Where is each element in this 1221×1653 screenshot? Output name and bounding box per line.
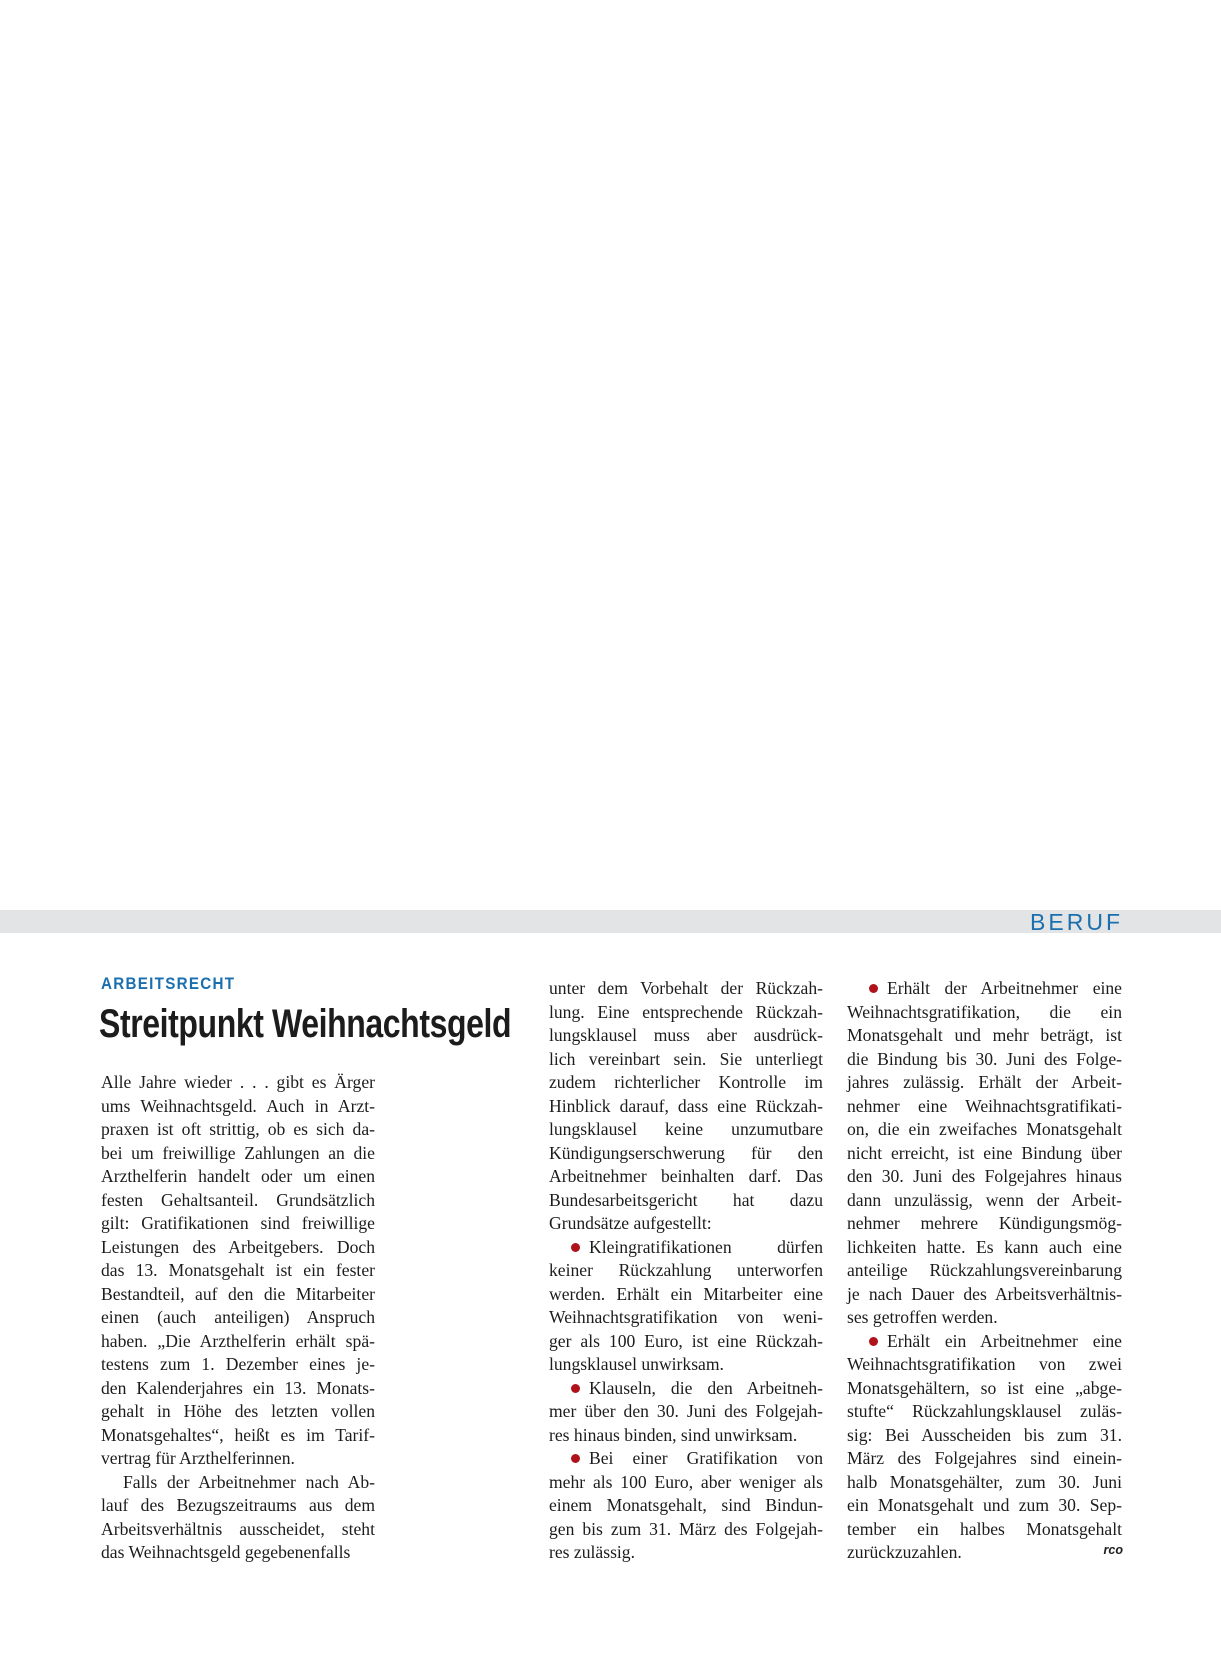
text-line [101, 1471, 375, 1495]
line-text: nehmer mehrere Kündigungsmög- [847, 1213, 1122, 1233]
line-text: keiner Rückzahlung unterworfen [549, 1260, 823, 1280]
line-text: Kündigungserschwerung für den [549, 1142, 823, 1163]
text-line [101, 1189, 375, 1213]
bullet-paragraph [847, 977, 1122, 1330]
line-text: je nach Dauer des Arbeitsverhältnis- [847, 1283, 1122, 1304]
line-text: Arbeitsverhältnis ausscheidet, steht [101, 1518, 375, 1539]
text-line [847, 1306, 1122, 1330]
text-line [101, 1212, 375, 1236]
article-column-3 [847, 977, 1122, 1565]
text-line [101, 1330, 375, 1354]
line-text: sig: Bei Ausscheiden bis zum 31. [847, 1424, 1122, 1445]
line-text: praxen ist oft strittig, ob es sich da- [101, 1119, 375, 1139]
text-line [101, 1518, 375, 1542]
text-line [847, 1189, 1122, 1213]
line-text: ger als 100 Euro, ist eine Rückzah- [549, 1330, 823, 1351]
line-text: Arbeitnehmer beinhalten darf. Das [549, 1166, 823, 1186]
text-line [549, 1424, 823, 1448]
bullet-paragraph [549, 1236, 823, 1377]
text-line [101, 1400, 375, 1424]
text-line [847, 1048, 1122, 1072]
line-text: bei um freiwillige Zahlungen an die [101, 1142, 375, 1163]
text-line [101, 1283, 375, 1307]
text-line [549, 977, 823, 1001]
line-text: die Bindung bis 30. Juni des Folge- [847, 1048, 1122, 1069]
text-line [549, 1518, 823, 1542]
line-text: Weihnachtsgratifikation von weni- [549, 1307, 823, 1327]
text-line [549, 1541, 823, 1565]
line-text: testens zum 1. Dezember eines je- [101, 1354, 375, 1374]
line-text: März des Folgejahres sind einein- [847, 1448, 1122, 1468]
text-line [549, 1330, 823, 1354]
text-line [847, 1095, 1122, 1119]
line-text: zurückzuzahlen. [847, 1542, 962, 1562]
line-text: Monatsgehalt und mehr beträgt, ist [847, 1025, 1122, 1045]
text-line [847, 1165, 1122, 1189]
line-text: Bundesarbeitsgericht hat dazu [549, 1189, 823, 1210]
text-line [549, 1377, 823, 1401]
line-text: gen bis zum 31. März des Folgejah- [549, 1518, 823, 1539]
line-text: unter dem Vorbehalt der Rückzah- [549, 978, 823, 998]
text-line [101, 1236, 375, 1260]
line-text: einen (auch anteiligen) Anspruch [101, 1307, 375, 1327]
article-kicker: ARBEITSRECHT [101, 975, 236, 993]
text-line [549, 1471, 823, 1495]
line-text: nehmer eine Weihnachtsgratifikati- [847, 1095, 1122, 1116]
text-line [549, 1024, 823, 1048]
text-line [847, 1283, 1122, 1307]
line-text: jahres zulässig. Erhält der Arbeit- [847, 1072, 1122, 1092]
text-line [101, 1118, 375, 1142]
text-line [847, 1142, 1122, 1166]
line-text: lauf des Bezugszeitraums aus dem [101, 1495, 375, 1515]
bullet-paragraph [847, 1330, 1122, 1565]
bullet-dot-icon [571, 1384, 580, 1393]
line-text: lich vereinbart sein. Sie unterliegt [549, 1048, 823, 1069]
text-line [101, 1142, 375, 1166]
line-text: lichkeiten hatte. Es kann auch eine [847, 1236, 1122, 1257]
text-line [549, 1447, 823, 1471]
line-text: ses getroffen werden. [847, 1307, 998, 1327]
bullet-dot-icon [571, 1243, 580, 1252]
text-line [847, 1071, 1122, 1095]
text-line [101, 1095, 375, 1119]
text-line [847, 1447, 1122, 1471]
text-line [847, 1024, 1122, 1048]
text-line [549, 1212, 823, 1236]
text-line [101, 1541, 375, 1565]
line-text: stufte“ Rückzahlungsklausel zuläs- [847, 1401, 1122, 1421]
bullet-dot-icon [869, 1337, 878, 1346]
text-line [847, 1330, 1122, 1354]
line-text: Grundsätze aufgestellt: [549, 1213, 712, 1233]
text-line [847, 1377, 1122, 1401]
body-paragraph [101, 1471, 375, 1565]
text-line [549, 1048, 823, 1072]
line-text: lungsklausel keine unzumutbare [549, 1119, 823, 1139]
line-text: Kleingratifikationen dürfen [589, 1236, 823, 1257]
text-line [101, 1306, 375, 1330]
text-line [101, 1165, 375, 1189]
line-text: den 30. Juni des Folgejahres hinaus [847, 1166, 1122, 1186]
line-text: on, die ein zweifaches Monatsgehalt [847, 1119, 1122, 1139]
text-line [101, 1377, 375, 1401]
article-column-2 [549, 977, 823, 1565]
text-line [549, 1259, 823, 1283]
line-text: haben. „Die Arzthelferin erhält spä- [101, 1330, 375, 1351]
line-text: lung. Eine entsprechende Rückzah- [549, 1001, 823, 1022]
line-text: Erhält der Arbeitnehmer eine [887, 978, 1122, 998]
line-text: ums Weihnachtsgeld. Auch in Arzt- [101, 1095, 375, 1116]
line-text: Hinblick darauf, dass eine Rückzah- [549, 1095, 823, 1116]
text-line [847, 1236, 1122, 1260]
line-text: dann unzulässig, wenn der Arbeit- [847, 1189, 1122, 1210]
line-text: res zulässig. [549, 1542, 635, 1562]
text-line [549, 1494, 823, 1518]
line-text: Erhält ein Arbeitnehmer eine [887, 1330, 1122, 1351]
text-line [549, 1236, 823, 1260]
text-line [549, 1118, 823, 1142]
text-line [101, 1424, 375, 1448]
text-line [847, 1001, 1122, 1025]
text-line [549, 1071, 823, 1095]
line-text: vertrag für Arzthelferinnen. [101, 1448, 295, 1468]
text-line [549, 1095, 823, 1119]
line-text: tember ein halbes Monatsgehalt [847, 1518, 1122, 1539]
line-text: nicht erreicht, ist eine Bindung über [847, 1142, 1122, 1163]
line-text: Monatsgehaltes“, heißt es im Tarif- [101, 1424, 375, 1445]
line-text: gehalt in Höhe des letzten vollen [101, 1401, 375, 1421]
line-text: Bei einer Gratifikation von [589, 1448, 823, 1468]
body-paragraph [549, 977, 823, 1236]
line-text: den Kalenderjahres ein 13. Monats- [101, 1377, 375, 1398]
line-text: Arzthelferin handelt oder um einen [101, 1166, 375, 1186]
bullet-paragraph [549, 1447, 823, 1565]
section-label: BERUF [1030, 909, 1123, 935]
text-line [101, 1353, 375, 1377]
line-text: anteilige Rückzahlungsvereinbarung [847, 1260, 1122, 1280]
text-line [549, 1142, 823, 1166]
line-text: werden. Erhält ein Mitarbeiter eine [549, 1283, 823, 1304]
line-text: Falls der Arbeitnehmer nach Ab- [123, 1471, 375, 1492]
text-line [549, 1283, 823, 1307]
text-line [847, 1518, 1122, 1542]
author-initials: rco [1103, 1543, 1123, 1557]
article-column-1 [101, 1071, 375, 1565]
text-line [549, 1001, 823, 1025]
line-text: lungsklausel unwirksam. [549, 1354, 724, 1374]
line-text: Weihnachtsgratifikation, die ein [847, 1001, 1122, 1022]
text-line [847, 1118, 1122, 1142]
text-line [101, 1494, 375, 1518]
text-line [847, 1400, 1122, 1424]
body-paragraph [101, 1071, 375, 1471]
line-text: Klauseln, die den Arbeitneh- [589, 1377, 823, 1398]
text-line [101, 1259, 375, 1283]
text-line [549, 1353, 823, 1377]
line-text: Alle Jahre wieder . . . gibt es Ärger [101, 1072, 375, 1092]
line-text: mehr als 100 Euro, aber weniger als [549, 1471, 823, 1492]
line-text: lungsklausel muss aber ausdrück- [549, 1025, 823, 1045]
text-line [549, 1400, 823, 1424]
text-line [847, 1353, 1122, 1377]
text-line [847, 1541, 1122, 1565]
line-text: festen Gehaltsanteil. Grundsätzlich [101, 1189, 375, 1210]
line-text: halb Monatsgehälter, zum 30. Juni [847, 1471, 1122, 1492]
text-line [847, 1212, 1122, 1236]
text-line [101, 1447, 375, 1471]
bullet-dot-icon [869, 984, 878, 993]
text-line [847, 1259, 1122, 1283]
bullet-dot-icon [571, 1454, 580, 1463]
line-text: gilt: Gratifikationen sind freiwillige [101, 1213, 375, 1233]
text-line [549, 1165, 823, 1189]
line-text: das Weihnachtsgeld gegebenenfalls [101, 1542, 351, 1562]
bullet-paragraph [549, 1377, 823, 1448]
line-text: ein Monatsgehalt und zum 30. Sep- [847, 1495, 1122, 1515]
text-line [549, 1306, 823, 1330]
line-text: res hinaus binden, sind unwirksam. [549, 1424, 798, 1445]
text-line [101, 1071, 375, 1095]
text-line [847, 977, 1122, 1001]
text-line [847, 1471, 1122, 1495]
text-line [549, 1189, 823, 1213]
line-text: Monatsgehältern, so ist eine „abge- [847, 1377, 1122, 1398]
line-text: zudem richterlicher Kontrolle im [549, 1072, 823, 1092]
line-text: einem Monatsgehalt, sind Bindun- [549, 1495, 823, 1515]
text-line [847, 1424, 1122, 1448]
line-text: Weihnachtsgratifikation von zwei [847, 1354, 1122, 1374]
article-headline: Streitpunkt Weihnachtsgeld [99, 1002, 512, 1046]
line-text: Leistungen des Arbeitgebers. Doch [101, 1236, 375, 1257]
line-text: das 13. Monatsgehalt ist ein fester [101, 1260, 375, 1280]
line-text: mer über den 30. Juni des Folgejah- [549, 1401, 823, 1421]
text-line [847, 1494, 1122, 1518]
line-text: Bestandteil, auf den die Mitarbeiter [101, 1283, 375, 1304]
